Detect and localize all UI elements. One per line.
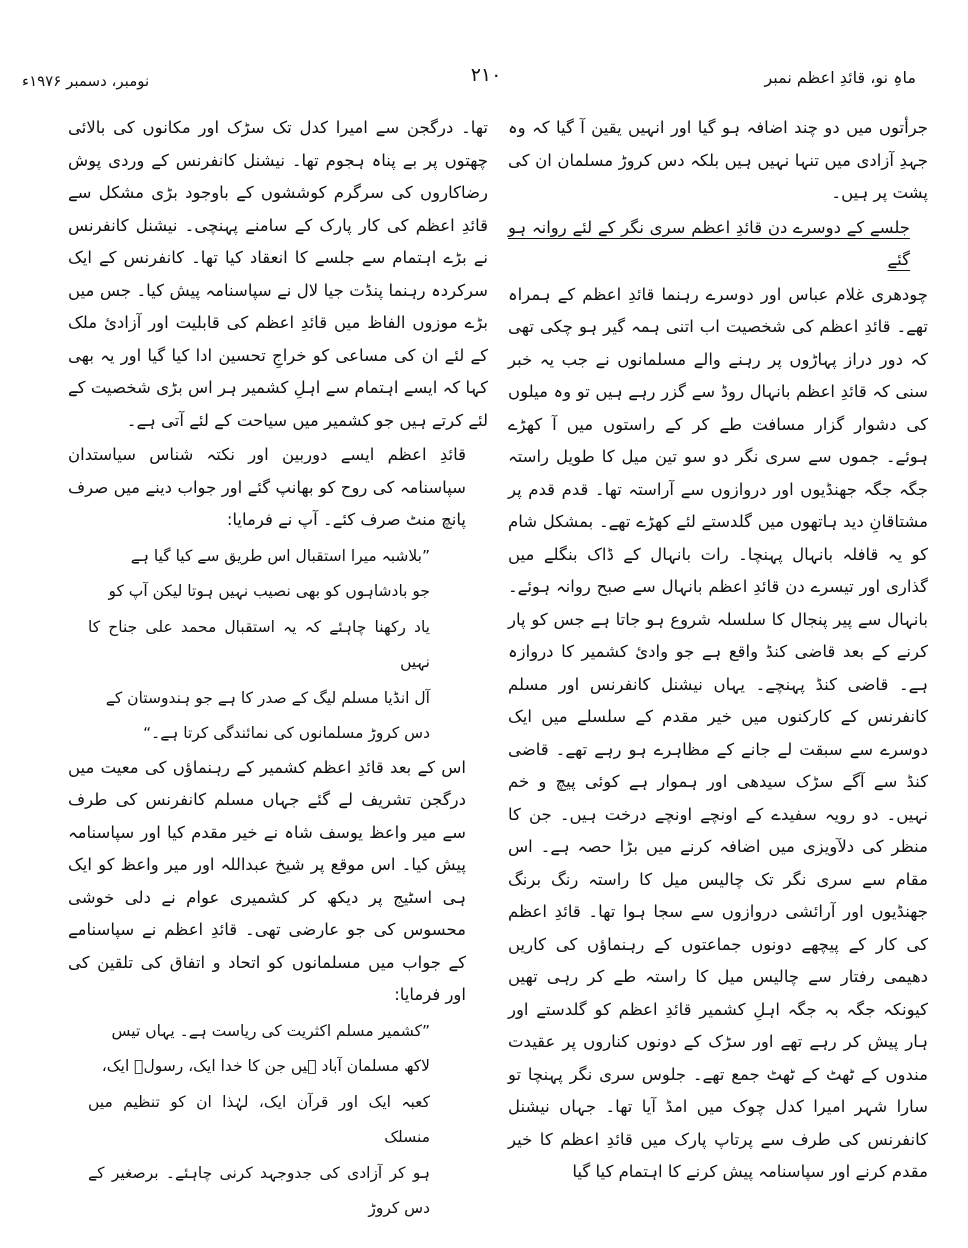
quote-line: ”کشمیر مسلم اکثریت کی ریاست ہے۔ یہاں تیس — [111, 1021, 430, 1040]
section-heading: جلسے کے دوسرے دن قائدِ اعظم سری نگر کے لئے روانہ ہو گئے — [508, 217, 910, 269]
paragraph: چودھری غلام عباس اور دوسرے رہنما قائدِ اعظم کے ہمراہ تھے۔ قائدِ اعظم کی شخصیت اب اتنی ہمہ گیر ہو چکی تھی کہ دور دراز پہاڑوں پر رہنے والے مسلمانوں نے جب یہ خبر سنی کہ قائدِ اعظم بانہال روڈ سے گزر رہے ہیں تو وہ میلوں کی دشوار گزار مسافت طے کر کے راستوں میں آ کھڑے ہوئے۔ جموں سے سری نگر دو سو تین میل کا طویل راستہ جگہ جگہ جھنڈیوں اور دروازوں سے آراستہ تھا۔ قدم قدم پر مشتاقانِ دید ہاتھوں میں گلدستے لئے کھڑے تھے۔ بمشکل شام کو یہ قافلہ بانہال پہنچا۔ رات بانہال کے ڈاک بنگلے میں گذاری اور تیسرے دن قائدِ اعظم بانہال سے صبح روانہ ہوئے۔ بانہال سے پیر پنجال کا سلسلہ شروع ہو جاتا ہے جس کو پار کرنے کے بعد قاضی کنڈ واقع ہے جو وادیٔ کشمیر کا دروازہ ہے۔ قاضی کنڈ پہنچے۔ یہاں نیشنل کانفرنس اور مسلم کانفرنس کے کارکنوں میں خیر مقدم کے سلسلے میں ایک دوسرے سے سبقت لے جانے کے مظاہرے ہو رہے تھے۔ قاضی کنڈ سے آگے سڑک سیدھی اور ہموار ہے کوئی پیچ و خم نہیں۔ دو رویہ سفیدے کے اونچے اونچے درخت ہیں۔ جن کا منظر کی دلآویزی میں اضافہ کرنے میں بڑا حصہ ہے۔ اس مقام سے سری نگر تک چالیس میل کا راستہ رنگ برنگ جھنڈیوں اور آرائشی دروازوں سے سجا ہوا تھا۔ قائدِ اعظم کی کار کے پیچھے دونوں جماعتوں کے رہنماؤں کی کاریں دھیمی رفتار سے چالیس میل کا راستہ طے کر رہی تھیں کیونکہ جگہ بہ جگہ اہلِ کشمیر قائدِ اعظم کو گلدستے اور ہار پیش کر رہے تھے اور سڑک کے دونوں کناروں پر عقیدت مندوں کے ٹھٹ کے ٹھٹ جمع تھے۔ جلوس سری نگر پہنچا تو سارا شہر امیرا کدل چوک میں امڈ آیا تھا۔ جہاں نیشنل کانفرنس کی طرف سے پرتاپ پارک میں قائدِ اعظم کا خیر مقدم کرنے اور سپاسنامہ پیش کرنے کا اہتمام کیا گیا — [508, 284, 928, 1181]
paragraph: قائدِ اعظم ایسے دوربین اور نکتہ شناس سیاستدان سپاسنامہ کی روح کو بھانپ گئے اور جواب دینے میں صرف پانچ منٹ صرف کئے۔ آپ نے فرمایا: — [68, 445, 466, 529]
quote-line: لاکھ مسلمان آباد ہیں جن کا خدا ایک، رسولؐ ایک، — [101, 1057, 430, 1075]
quote-line: آل انڈیا مسلم لیگ کے صدر کا ہے جو ہندوستان کے — [105, 688, 430, 707]
quotation — [68, 539, 488, 752]
right-column — [508, 112, 928, 1191]
quote-line: کعبہ ایک اور قرآن ایک، لہٰذا ان کو تنظیم میں منسلک — [88, 1092, 430, 1146]
journal-title: ماہِ نو، قائدِ اعظم نمبر — [764, 68, 916, 87]
paragraph: تھا۔ درگجن سے امیرا کدل تک سڑک اور مکانوں کی بالائی چھتوں پر بے پناہ ہجوم تھا۔ نیشنل کانفرنس کے وردی پوش رضاکاروں کی سرگرم کوششوں کے باوجود بڑی مشکل سے قائدِ اعظم کی کار پارک کے سامنے پہنچی۔ نیشنل کانفرنس نے بڑے اہتمام سے جلسے کا انعقاد کیا تھا۔ کانفرنس کے ایک سرکردہ رہنما پنڈت جیا لال نے سپاسنامہ پیش کیا۔ جس میں بڑے موزوں الفاظ میں قائدِ اعظم کی قابلیت اور آزادیٔ ملک کے لئے ان کی مساعی کو خراجِ تحسین ادا کیا گیا اور یہ بھی کہا کہ ایسے اہتمام سے اہلِ کشمیر ہر اس بڑی شخصیت کے لئے کرتے ہیں جو کشمیر میں سیاحت کے لئے آتی ہے۔ — [68, 118, 488, 430]
quotation — [68, 1014, 488, 1227]
quote-line: ہو کر آزادی کی جدوجہد کرنی چاہئے۔ برصغیر کے دس کروڑ — [88, 1163, 430, 1217]
issue-date: نومبر، دسمبر ۱۹۷۶ء — [22, 72, 150, 90]
quote-line: ”بلاشبہ میرا استقبال اس طریق سے کیا گیا ہے — [130, 546, 430, 565]
quote-line: دس کروڑ مسلمانوں کی نمائندگی کرتا ہے۔“ — [143, 724, 430, 742]
page-number: ۲۱۰ — [470, 64, 502, 86]
quote-line: جو بادشاہوں کو بھی نصیب نہیں ہوتا لیکن آپ کو — [108, 582, 430, 600]
paragraph: جرأتوں میں دو چند اضافہ ہو گیا اور انہیں یقین آ گیا کہ وہ جہدِ آزادی میں تنہا نہیں ہیں بلکہ دس کروڑ مسلمان ان کی پشت پر ہیں۔ — [508, 118, 928, 202]
paragraph: اس کے بعد قائدِ اعظم کشمیر کے رہنماؤں کی معیت میں درگجن تشریف لے گئے جہاں مسلم کانفرنس کی طرف سے میر واعظ یوسف شاہ نے خیر مقدم کیا اور سپاسنامہ پیش کیا۔ اس موقع پر شیخ عبداللہ اور میر واعظ کو ایک ہی اسٹیج پر دیکھ کر کشمیری عوام نے دلی خوشی محسوس کی جو عارضی تھی۔ قائدِ اعظم نے سپاسنامے کے جواب میں مسلمانوں کو اتحاد و اتفاق کی تلقین کی اور فرمایا: — [68, 757, 466, 1004]
left-column — [68, 112, 488, 1227]
quote-line: یاد رکھنا چاہئے کہ یہ استقبال محمد علی جناح کا نہیں — [88, 617, 430, 671]
